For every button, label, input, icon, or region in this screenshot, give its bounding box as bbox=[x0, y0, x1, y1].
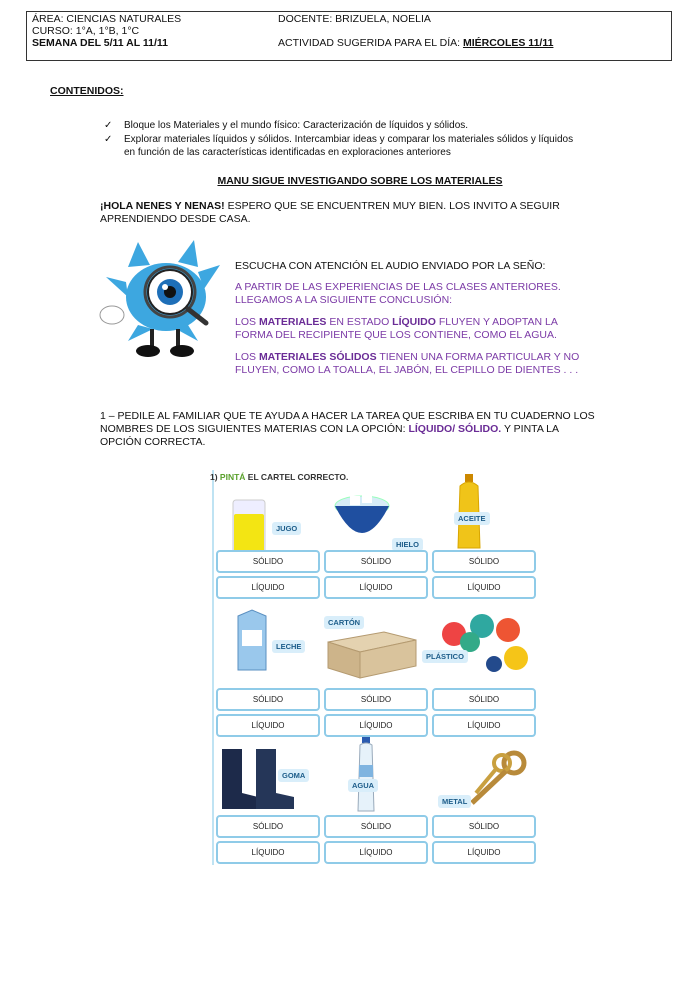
title-rest: EL CARTEL CORRECTO. bbox=[245, 472, 349, 482]
liquidos-paragraph bbox=[235, 316, 575, 342]
solidos-paragraph bbox=[235, 351, 595, 377]
item-hielo bbox=[324, 482, 430, 602]
option-solido-button[interactable]: SÓLIDO bbox=[324, 688, 428, 711]
text-span: TIENEN UNA FORMA PARTICULAR Y NO FLUYEN, COMO LA TOALLA, EL JABÓN, EL CEPILLO DE DIENTES . . . bbox=[235, 351, 580, 376]
item-metal bbox=[432, 745, 538, 865]
item-aceite bbox=[432, 482, 538, 602]
option-solido-button[interactable]: SÓLIDO bbox=[432, 550, 536, 573]
item-tag: METAL bbox=[438, 795, 471, 808]
main-title: MANU SIGUE INVESTIGANDO SOBRE LOS MATERIALES bbox=[217, 175, 503, 187]
worksheet bbox=[208, 470, 526, 865]
actividad-label bbox=[278, 37, 553, 49]
list-item bbox=[104, 119, 574, 133]
item-tag: JUGO bbox=[272, 522, 301, 535]
option-solido-button[interactable]: SÓLIDO bbox=[432, 815, 536, 838]
actividad-dia: MIÉRCOLES 11/11 bbox=[462, 37, 554, 49]
bold-span: MATERIALES SÓLIDOS bbox=[258, 351, 377, 363]
option-solido-button[interactable]: SÓLIDO bbox=[216, 550, 320, 573]
item-tag: AGUA bbox=[348, 779, 378, 792]
item-goma bbox=[216, 745, 322, 865]
water-bottle-icon bbox=[354, 737, 378, 813]
instruction bbox=[100, 410, 595, 449]
text-span: 1 – PEDILE AL FAMILIAR QUE TE AYUDA A HACER LA TAREA QUE ESCRIBA EN TU CUADERNO LOS NOMBRES DE LOS SIGUIENTES MATERIAS CON LA OPCIÓN: bbox=[100, 410, 595, 435]
list-item-text: Explorar materiales líquidos y sólidos. Intercambiar ideas y comparar los materiales sólidos y líquidos en función de las características identificadas en exploraciones anteriores bbox=[124, 133, 574, 158]
greeting-text: ESPERO QUE SE ENCUENTREN MUY BIEN. LOS INVITO A SEGUIR APRENDIENDO DESDE CASA. bbox=[100, 200, 560, 225]
option-solido-button[interactable]: SÓLIDO bbox=[216, 688, 320, 711]
check-icon: ✓ bbox=[104, 120, 113, 131]
option-liquido-button[interactable]: LÍQUIDO bbox=[216, 714, 320, 737]
plastic-toys-icon bbox=[436, 612, 532, 676]
option-liquido-button[interactable]: LÍQUIDO bbox=[432, 714, 536, 737]
worksheet-border bbox=[212, 470, 214, 865]
text-span: Y PINTA LA OPCIÓN CORRECTA. bbox=[100, 423, 559, 448]
text-span: FLUYEN Y ADOPTAN LA FORMA DEL RECIPIENTE QUE LOS CONTIENE, COMO EL AGUA. bbox=[235, 316, 558, 341]
bold-span: LÍQUIDO/ SÓLIDO. bbox=[408, 423, 502, 435]
cardboard-box-icon bbox=[324, 624, 420, 680]
item-tag: ACEITE bbox=[454, 512, 490, 525]
text-span: EN ESTADO bbox=[326, 316, 393, 328]
milk-carton-icon bbox=[230, 608, 274, 672]
option-solido-button[interactable]: SÓLIDO bbox=[432, 688, 536, 711]
list-item-text: Bloque los Materiales y el mundo físico: Caracterización de líquidos y sólidos. bbox=[124, 120, 469, 131]
title-verb: PINTÁ bbox=[219, 472, 246, 482]
curso-label: CURSO: 1°A, 1°B, 1°C bbox=[32, 25, 140, 37]
option-liquido-button[interactable]: LÍQUIDO bbox=[432, 841, 536, 864]
header-box bbox=[26, 11, 672, 61]
check-icon: ✓ bbox=[104, 133, 113, 145]
greeting bbox=[100, 200, 580, 226]
list-item bbox=[104, 133, 574, 160]
option-liquido-button[interactable]: LÍQUIDO bbox=[216, 841, 320, 864]
greeting-bold: ¡HOLA NENES Y NENAS! bbox=[100, 200, 225, 212]
audio-instruction: ESCUCHA CON ATENCIÓN EL AUDIO ENVIADO POR LA SEÑO: bbox=[235, 260, 546, 272]
option-solido-button[interactable]: SÓLIDO bbox=[324, 815, 428, 838]
juice-glass-icon bbox=[230, 498, 268, 558]
item-tag: HIELO bbox=[392, 538, 423, 551]
ice-bowl-icon bbox=[332, 490, 392, 542]
item-tag: LECHE bbox=[272, 640, 305, 653]
contenidos-title: CONTENIDOS: bbox=[50, 85, 124, 97]
item-tag: CARTÓN bbox=[324, 616, 364, 629]
item-carton bbox=[324, 608, 430, 728]
option-solido-button[interactable]: SÓLIDO bbox=[324, 550, 428, 573]
item-jugo bbox=[216, 482, 322, 602]
option-liquido-button[interactable]: LÍQUIDO bbox=[432, 576, 536, 599]
manu-monster-illustration bbox=[98, 237, 228, 365]
area-label: ÁREA: CIENCIAS NATURALES bbox=[32, 13, 182, 25]
keys-icon bbox=[462, 749, 532, 809]
semana-label: SEMANA DEL 5/11 AL 11/11 bbox=[32, 37, 168, 49]
item-agua bbox=[324, 745, 430, 865]
option-liquido-button[interactable]: LÍQUIDO bbox=[216, 576, 320, 599]
item-tag: GOMA bbox=[278, 769, 309, 782]
docente-label: DOCENTE: BRIZUELA, NOELIA bbox=[278, 13, 431, 25]
contenidos-list bbox=[104, 119, 574, 160]
worksheet-title bbox=[210, 472, 348, 482]
option-liquido-button[interactable]: LÍQUIDO bbox=[324, 714, 428, 737]
bold-span: LÍQUIDO bbox=[392, 316, 436, 328]
text-span: LOS bbox=[235, 351, 259, 363]
option-solido-button[interactable]: SÓLIDO bbox=[216, 815, 320, 838]
item-plastico bbox=[426, 608, 538, 730]
conclusion-intro: A PARTIR DE LAS EXPERIENCIAS DE LAS CLASES ANTERIORES. LLEGAMOS A LA SIGUIENTE CONCLUSIÓN: bbox=[235, 281, 561, 306]
item-leche bbox=[216, 608, 322, 728]
bold-span: MATERIALES bbox=[258, 316, 327, 328]
option-liquido-button[interactable]: LÍQUIDO bbox=[324, 841, 428, 864]
item-tag: PLÁSTICO bbox=[422, 650, 468, 663]
title-num: 1) bbox=[210, 472, 220, 482]
actividad-prefix: ACTIVIDAD SUGERIDA PARA EL DÍA: bbox=[278, 37, 463, 49]
option-liquido-button[interactable]: LÍQUIDO bbox=[324, 576, 428, 599]
text-span: LOS bbox=[235, 316, 259, 328]
